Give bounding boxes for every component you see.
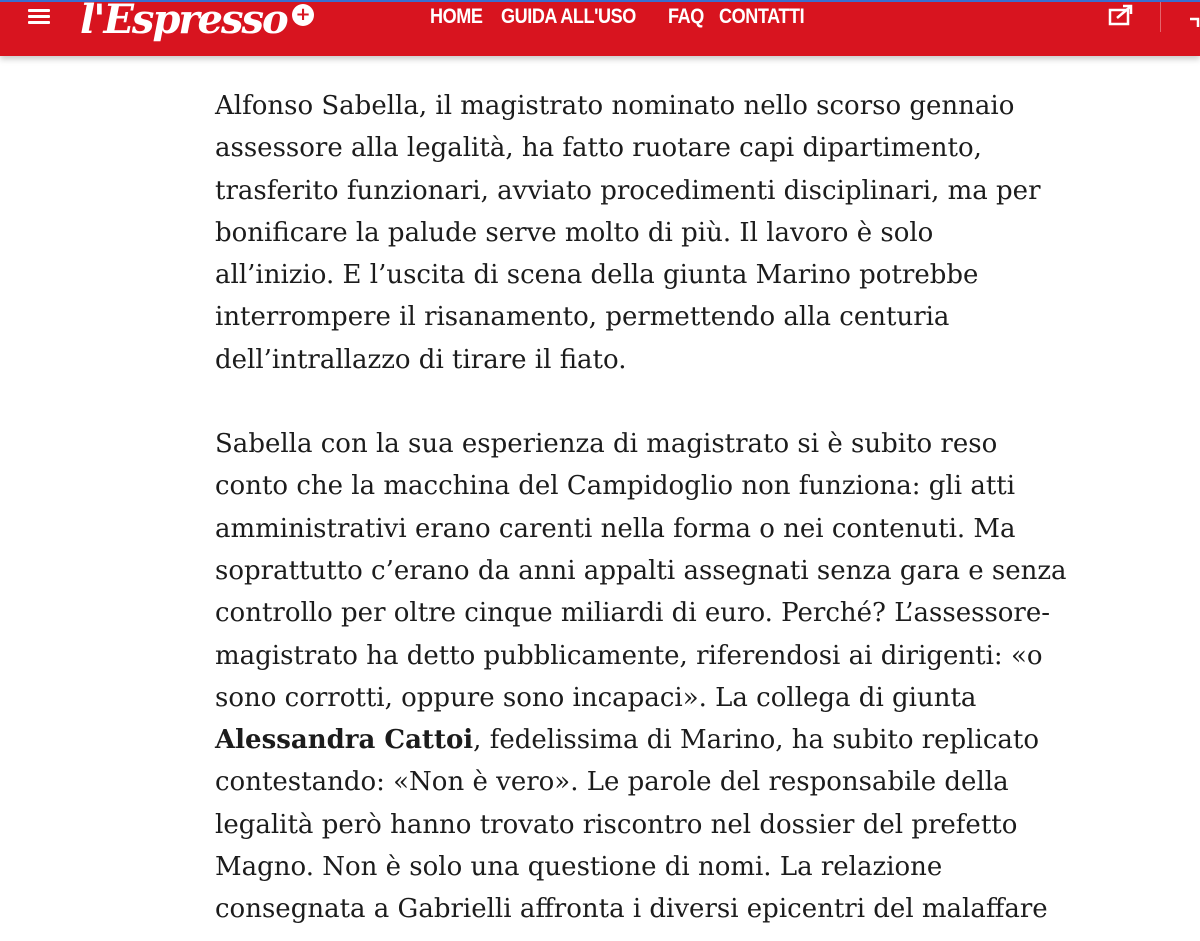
topbar-divider [1160,2,1161,32]
partial-icon[interactable] [1186,16,1200,30]
main-nav [430,4,804,30]
nav-contatti[interactable]: CONTATTI [719,5,805,28]
hamburger-menu-icon[interactable] [28,6,52,28]
paragraph-text: , fedelissima di Marino, ha subito replicato contestando: «Non è vero». Le parole del responsabile della legalità però hanno trovato riscontro nel dossier del prefetto Magno. Non è solo una questione di nomi. La relazione consegnata a Gabrielli affronta i diversi epicentri del malaffare [215,725,1048,925]
article-paragraph [215,423,1075,931]
paragraph-text: Sabella con la sua esperienza di magistrato si è subito reso conto che la macchina del Campidoglio non funziona: gli atti amministrativi erano carenti nella forma o nei contenuti. Ma soprattutto c’erano da anni appalti assegnati senza gara e senza controllo per oltre cinque miliardi di euro. Perché? L’assessore- magistrato ha detto pubblicamente, riferendosi ai dirigenti: «o sono corrotti, oppure sono incapaci». La collega di giunta [215,429,1067,713]
nav-faq[interactable]: FAQ [667,5,704,28]
share-icon[interactable] [1106,4,1136,28]
site-logo[interactable]: l'Espresso [80,0,287,43]
logo-plus-badge: + [292,4,314,26]
nav-home[interactable]: HOME [430,5,483,28]
article-paragraph: Alfonso Sabella, il magistrato nominato nello scorso gennaio assessore alla legalità, ha fatto ruotare capi dipartimento, trasferito funzionari, avviato procedimenti disciplinari, ma per bonificare la palude serve molto di più. Il lavoro è solo all’inizio. E l’uscita di scena della giunta Marino potrebbe interrompere il risanamento, permettendo alla centuria dell’intrallazzo di tirare il fiato. [215,91,1041,375]
nav-guida-all-uso[interactable]: GUIDA ALL'USO [501,5,636,28]
top-navigation-bar [0,0,1200,56]
person-name-bold: Alessandra Cattoi [215,725,474,756]
article-body [215,85,1075,931]
